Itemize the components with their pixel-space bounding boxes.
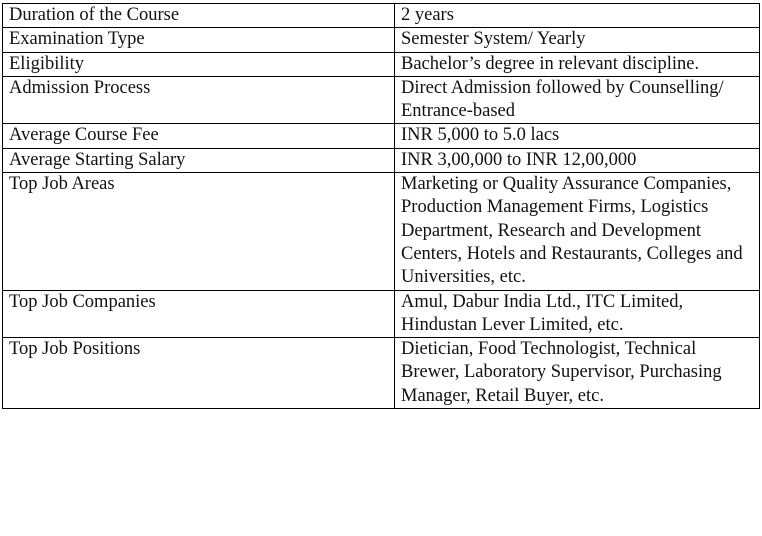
row-label: Average Starting Salary — [3, 148, 395, 172]
row-label: Duration of the Course — [3, 4, 395, 28]
row-value: Bachelor’s degree in relevant discipline. — [395, 52, 760, 76]
table-row — [3, 28, 760, 52]
row-value: Semester System/ Yearly — [395, 28, 760, 52]
table-row — [3, 124, 760, 148]
table-row — [3, 290, 760, 338]
table-row — [3, 76, 760, 124]
table-row — [3, 173, 760, 290]
row-value: Dietician, Food Technologist, Technical Brewer, Laboratory Supervisor, Purchasing Manager, Retail Buyer, etc. — [395, 338, 760, 409]
table-row — [3, 148, 760, 172]
row-label: Top Job Areas — [3, 173, 395, 290]
row-value: Direct Admission followed by Counselling/ Entrance-based — [395, 76, 760, 124]
row-value: 2 years — [395, 4, 760, 28]
table-row — [3, 4, 760, 28]
row-label: Admission Process — [3, 76, 395, 124]
row-value: Amul, Dabur India Ltd., ITC Limited, Hindustan Lever Limited, etc. — [395, 290, 760, 338]
row-label: Average Course Fee — [3, 124, 395, 148]
row-label: Top Job Positions — [3, 338, 395, 409]
table-row — [3, 52, 760, 76]
row-value: INR 3,00,000 to INR 12,00,000 — [395, 148, 760, 172]
row-label: Eligibility — [3, 52, 395, 76]
course-details-table — [2, 3, 760, 409]
row-label: Top Job Companies — [3, 290, 395, 338]
row-value: INR 5,000 to 5.0 lacs — [395, 124, 760, 148]
row-value: Marketing or Quality Assurance Companies, Production Management Firms, Logistics Department, Research and Development Centers, Hotels and Restaurants, Colleges and Universities, etc. — [395, 173, 760, 290]
row-label: Examination Type — [3, 28, 395, 52]
table-row — [3, 338, 760, 409]
